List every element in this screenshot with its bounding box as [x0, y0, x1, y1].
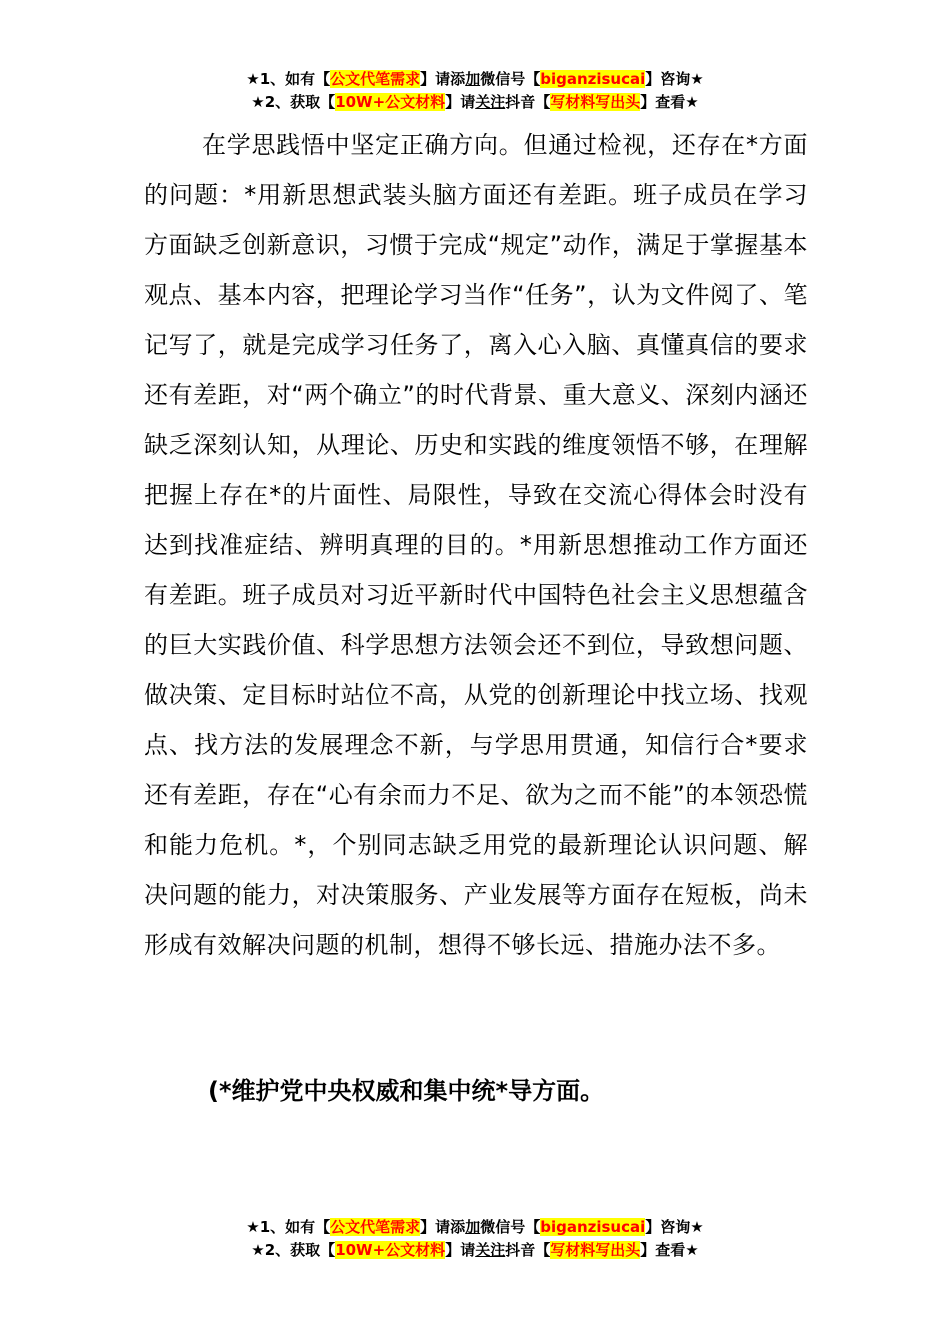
promo-emphasis: 加 [465, 1218, 481, 1236]
promo-line-1 [0, 68, 950, 91]
promo-text: ★2、获取【 [251, 1241, 336, 1259]
promo-text: 微信号【 [480, 1218, 541, 1236]
promo-highlight: 10W+公文材料 [335, 1241, 446, 1259]
promo-text: 】咨询★ [645, 70, 704, 88]
promo-text: ★1、如有【 [246, 70, 331, 88]
promo-text: 】查看★ [640, 93, 699, 111]
document-body [144, 120, 808, 970]
promo-text: 】请添 [420, 1218, 466, 1236]
promo-text: 】请添 [420, 70, 466, 88]
promo-text: 微信号【 [480, 70, 541, 88]
promo-emphasis: 加 [465, 70, 481, 88]
promo-wechat-id: biganzisucai [540, 1218, 646, 1236]
promo-text: 抖音【 [505, 93, 551, 111]
promo-highlight: 10W+公文材料 [335, 93, 446, 111]
promo-line-2 [0, 1239, 950, 1262]
promo-douyin-account: 写材料写出头 [550, 93, 641, 111]
promo-banner-top [0, 68, 950, 114]
promo-text: 】查看★ [640, 1241, 699, 1259]
promo-text: 】咨询★ [645, 1218, 704, 1236]
promo-text: 】请 [445, 93, 476, 111]
promo-douyin-account: 写材料写出头 [550, 1241, 641, 1259]
promo-emphasis: 关注 [475, 1241, 506, 1259]
promo-text: 】请 [445, 1241, 476, 1259]
promo-line-2 [0, 91, 950, 114]
promo-emphasis: 关注 [475, 93, 506, 111]
section-heading: (*维护党中央权威和集中统*导方面。 [208, 1077, 605, 1105]
promo-line-1 [0, 1216, 950, 1239]
promo-text: 抖音【 [505, 1241, 551, 1259]
body-paragraph: 在学思践悟中坚定正确方向。但通过检视，还存在*方面的问题：*用新思想武装头脑方面还有差距。班子成员在学习方面缺乏创新意识，习惯于完成“规定”动作，满足于掌握基本观点、基本内容，把理论学习当作“任务”，认为文件阅了、笔记写了，就是完成学习任务了，离入心入脑、真懂真信的要求还有差距，对“两个确立”的时代背景、重大意义、深刻内涵还缺乏深刻认知，从理论、历史和实践的维度领悟不够，在理解把握上存在*的片面性、局限性，导致在交流心得体会时没有达到找准症结、辨明真理的目的。*用新思想推动工作方面还有差距。班子成员对习近平新时代中国特色社会主义思想蕴含的巨大实践价值、科学思想方法领会还不到位，导致想问题、做决策、定目标时站位不高，从党的创新理论中找立场、找观点、找方法的发展理念不新，与学思用贯通，知信行合*要求还有差距，存在“心有余而力不足、欲为之而不能”的本领恐慌和能力危机。*，个别同志缺乏用党的最新理论认识问题、解决问题的能力，对决策服务、产业发展等方面存在短板，尚未形成有效解决问题的机制，想得不够长远、措施办法不多。 [144, 131, 808, 959]
promo-text: ★2、获取【 [251, 93, 336, 111]
promo-text: ★1、如有【 [246, 1218, 331, 1236]
promo-banner-bottom [0, 1216, 950, 1262]
promo-wechat-id: biganzisucai [540, 70, 646, 88]
promo-highlight: 公文代笔需求 [330, 70, 421, 88]
promo-highlight: 公文代笔需求 [330, 1218, 421, 1236]
